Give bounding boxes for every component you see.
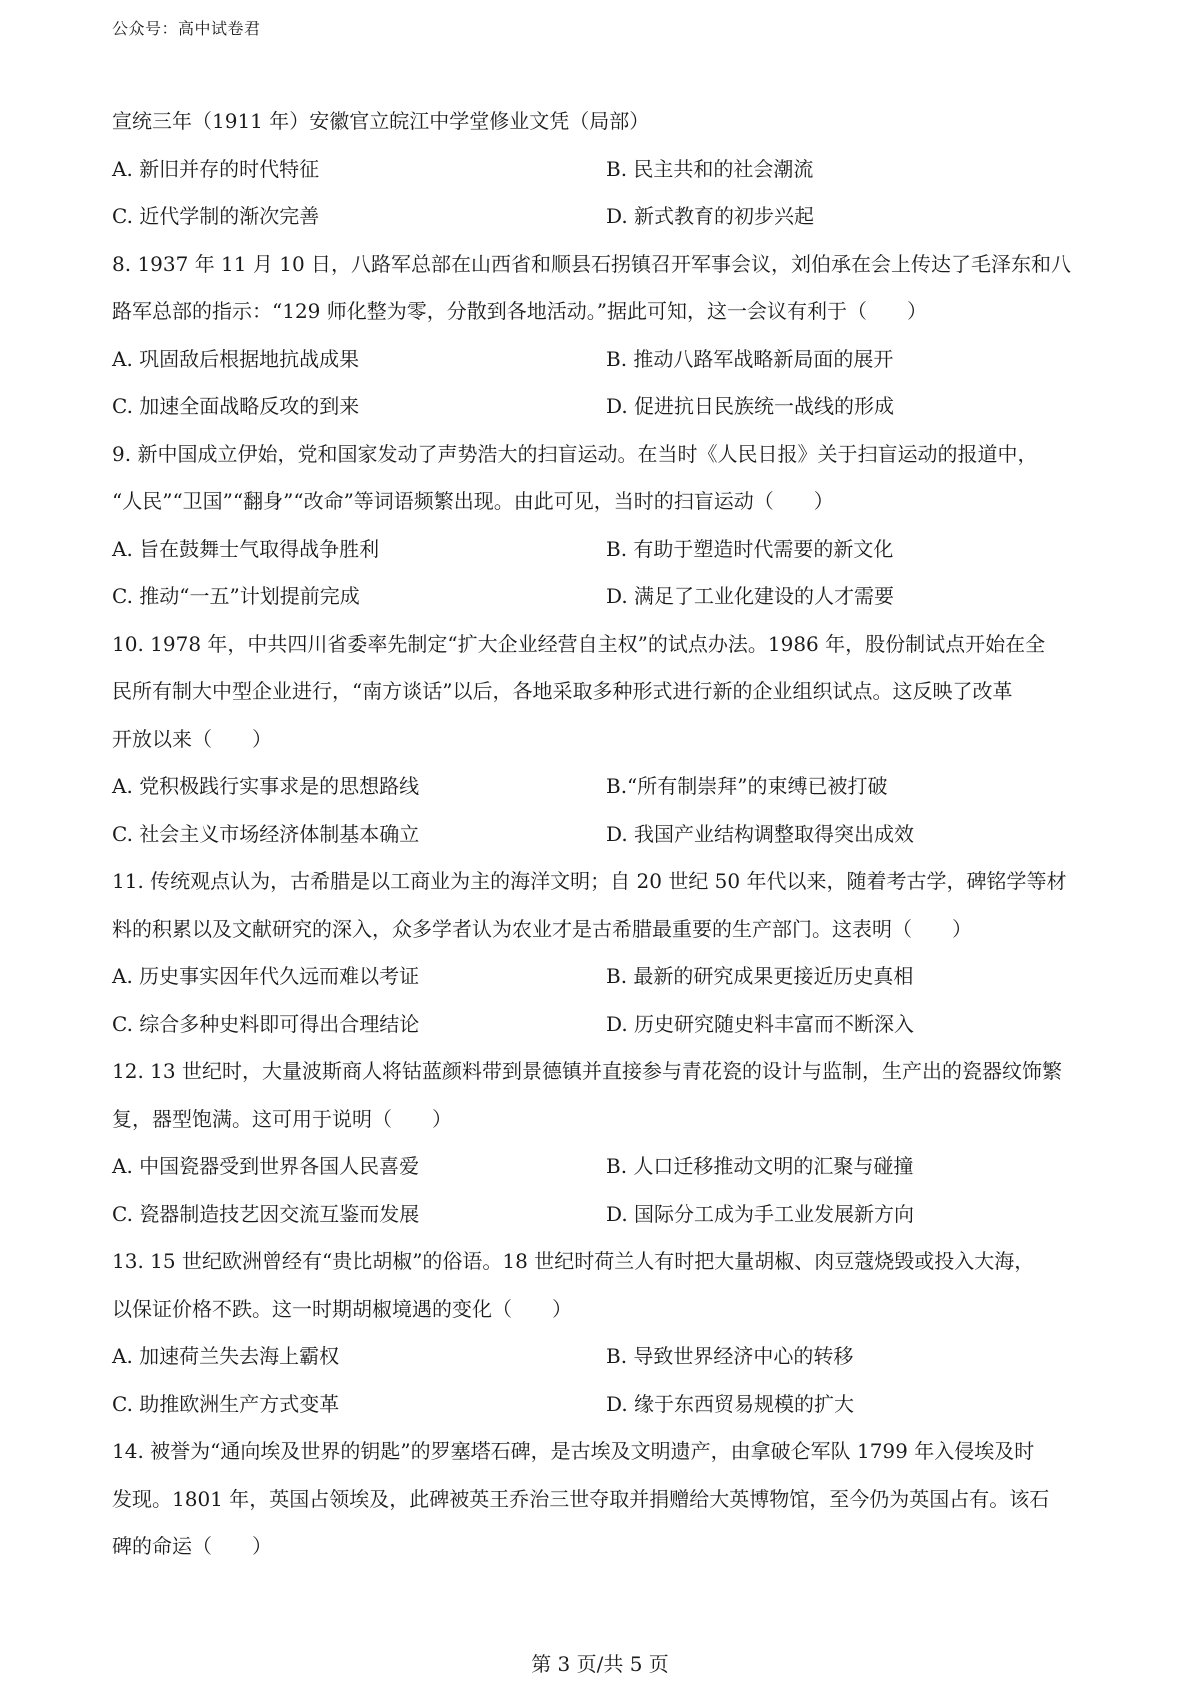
question-block xyxy=(112,1048,1102,1238)
option: B. 最新的研究成果更接近历史真相 xyxy=(606,964,914,988)
question-stem-line: 民所有制大中型企业进行，“南方谈话”以后，各地采取多种形式进行新的企业组织试点。这反映了改革 xyxy=(112,679,1013,703)
question-block xyxy=(112,1428,1102,1571)
option-row xyxy=(112,336,1102,384)
question-block xyxy=(112,858,1102,1048)
question-stem-line: 路军总部的指示：“129 师化整为零，分散到各地活动。”据此可知，这一会议有利于（ ） xyxy=(112,299,927,323)
question-stem-line: 料的积累以及文献研究的深入，众多学者认为农业才是古希腊最重要的生产部门。这表明（ ） xyxy=(112,916,972,941)
question-stem-line: 11. 传统观点认为，古希腊是以工商业为主的海洋文明；自 20 世纪 50 年代以来，随着考古学，碑铭学等材 xyxy=(112,869,1067,893)
option: A. 新旧并存的时代特征 xyxy=(112,156,320,181)
option: D. 新式教育的初步兴起 xyxy=(606,204,815,228)
question-stem-line: 碑的命运（ ） xyxy=(112,1534,272,1558)
question-block xyxy=(112,431,1102,621)
question-stem-line: 以保证价格不跌。这一时期胡椒境遇的变化（ ） xyxy=(112,1296,572,1321)
question-stem-line: 开放以来（ ） xyxy=(112,726,272,751)
option: D. 满足了工业化建设的人才需要 xyxy=(606,584,895,608)
question-stem-line: 12. 13 世纪时，大量波斯商人将钴蓝颜料带到景德镇并直接参与青花瓷的设计与监制，生产出的瓷器纹饰繁 xyxy=(112,1059,1062,1083)
question-stem-line: 14. 被誉为“通向埃及世界的钥匙”的罗塞塔石碑，是古埃及文明遗产，由拿破仑军队 1799 年入侵埃及时 xyxy=(112,1439,1035,1463)
option: C. 推动“一五”计划提前完成 xyxy=(112,584,360,608)
option-row xyxy=(112,1191,1102,1239)
question-block xyxy=(112,621,1102,859)
option-row xyxy=(112,1333,1102,1381)
question-stem-line: “人民”“卫国”“翻身”“改命”等词语频繁出现。由此可见，当时的扫盲运动（ ） xyxy=(112,489,834,513)
question-stem-line: 10. 1978 年，中共四川省委率先制定“扩大企业经营自主权”的试点办法。1986 年，股份制试点开始在全 xyxy=(112,631,1046,656)
option: A. 历史事实因年代久远而难以考证 xyxy=(112,964,420,988)
option: C. 加速全面战略反攻的到来 xyxy=(112,394,360,418)
option: C. 瓷器制造技艺因交流互鉴而发展 xyxy=(112,1201,420,1226)
option: C. 社会主义市场经济体制基本确立 xyxy=(112,821,420,846)
question-stem-line: 9. 新中国成立伊始，党和国家发动了声势浩大的扫盲运动。在当时《人民日报》关于扫盲运动的报道中， xyxy=(112,441,1038,466)
option-row xyxy=(112,526,1102,574)
question-stem-line: 复，器型饱满。这可用于说明（ ） xyxy=(112,1106,452,1131)
option-row xyxy=(112,146,1102,194)
option: C. 近代学制的渐次完善 xyxy=(112,204,320,228)
option-row xyxy=(112,1001,1102,1049)
option-row xyxy=(112,763,1102,811)
option-row xyxy=(112,193,1102,241)
option: D. 我国产业结构调整取得突出成效 xyxy=(606,821,915,846)
option-row xyxy=(112,383,1102,431)
option: B. 人口迁移推动文明的汇聚与碰撞 xyxy=(606,1154,914,1178)
image-caption: 宣统三年（1911 年）安徽官立皖江中学堂修业文凭（局部） xyxy=(112,109,650,133)
question-stem-line: 13. 15 世纪欧洲曾经有“贵比胡椒”的俗语。18 世纪时荷兰人有时把大量胡椒、肉豆蔻烧毁或投入大海， xyxy=(112,1249,1035,1273)
option: B. 有助于塑造时代需要的新文化 xyxy=(606,536,894,561)
option: D. 历史研究随史料丰富而不断深入 xyxy=(606,1011,915,1036)
question-block xyxy=(112,241,1102,431)
option-row xyxy=(112,953,1102,1001)
option: D. 促进抗日民族统一战线的形成 xyxy=(606,394,895,418)
option: B. 民主共和的社会潮流 xyxy=(606,156,814,181)
option: A. 旨在鼓舞士气取得战争胜利 xyxy=(112,536,380,561)
question-block xyxy=(112,1238,1102,1428)
page-number: 第 3 页/共 5 页 xyxy=(531,1652,669,1676)
option: A. 巩固敌后根据地抗战成果 xyxy=(112,346,360,371)
option: C. 助推欧洲生产方式变革 xyxy=(112,1391,340,1416)
option: B. 导致世界经济中心的转移 xyxy=(606,1344,854,1368)
option-row xyxy=(112,1143,1102,1191)
option-row xyxy=(112,573,1102,621)
question-stem-line: 发现。1801 年，英国占领埃及，此碑被英王乔治三世夺取并捐赠给大英博物馆，至今仍为英国占有。该石 xyxy=(112,1486,1050,1511)
option-row xyxy=(112,1381,1102,1429)
option: C. 综合多种史料即可得出合理结论 xyxy=(112,1011,420,1036)
question-list xyxy=(112,98,1102,1571)
option-row xyxy=(112,811,1102,859)
option: B.“所有制崇拜”的束缚已被打破 xyxy=(606,774,888,798)
source-header: 公众号：高中试卷君 xyxy=(112,19,261,38)
question-stem-line: 8. 1937 年 11 月 10 日，八路军总部在山西省和顺县石拐镇召开军事会议，刘伯承在会上传达了毛泽东和八 xyxy=(112,251,1072,276)
option: A. 加速荷兰失去海上霸权 xyxy=(112,1344,340,1368)
option: D. 缘于东西贸易规模的扩大 xyxy=(606,1391,855,1416)
option: B. 推动八路军战略新局面的展开 xyxy=(606,346,894,371)
option: A. 中国瓷器受到世界各国人民喜爱 xyxy=(112,1154,420,1178)
option: D. 国际分工成为手工业发展新方向 xyxy=(606,1201,915,1226)
option: A. 党积极践行实事求是的思想路线 xyxy=(112,774,420,798)
